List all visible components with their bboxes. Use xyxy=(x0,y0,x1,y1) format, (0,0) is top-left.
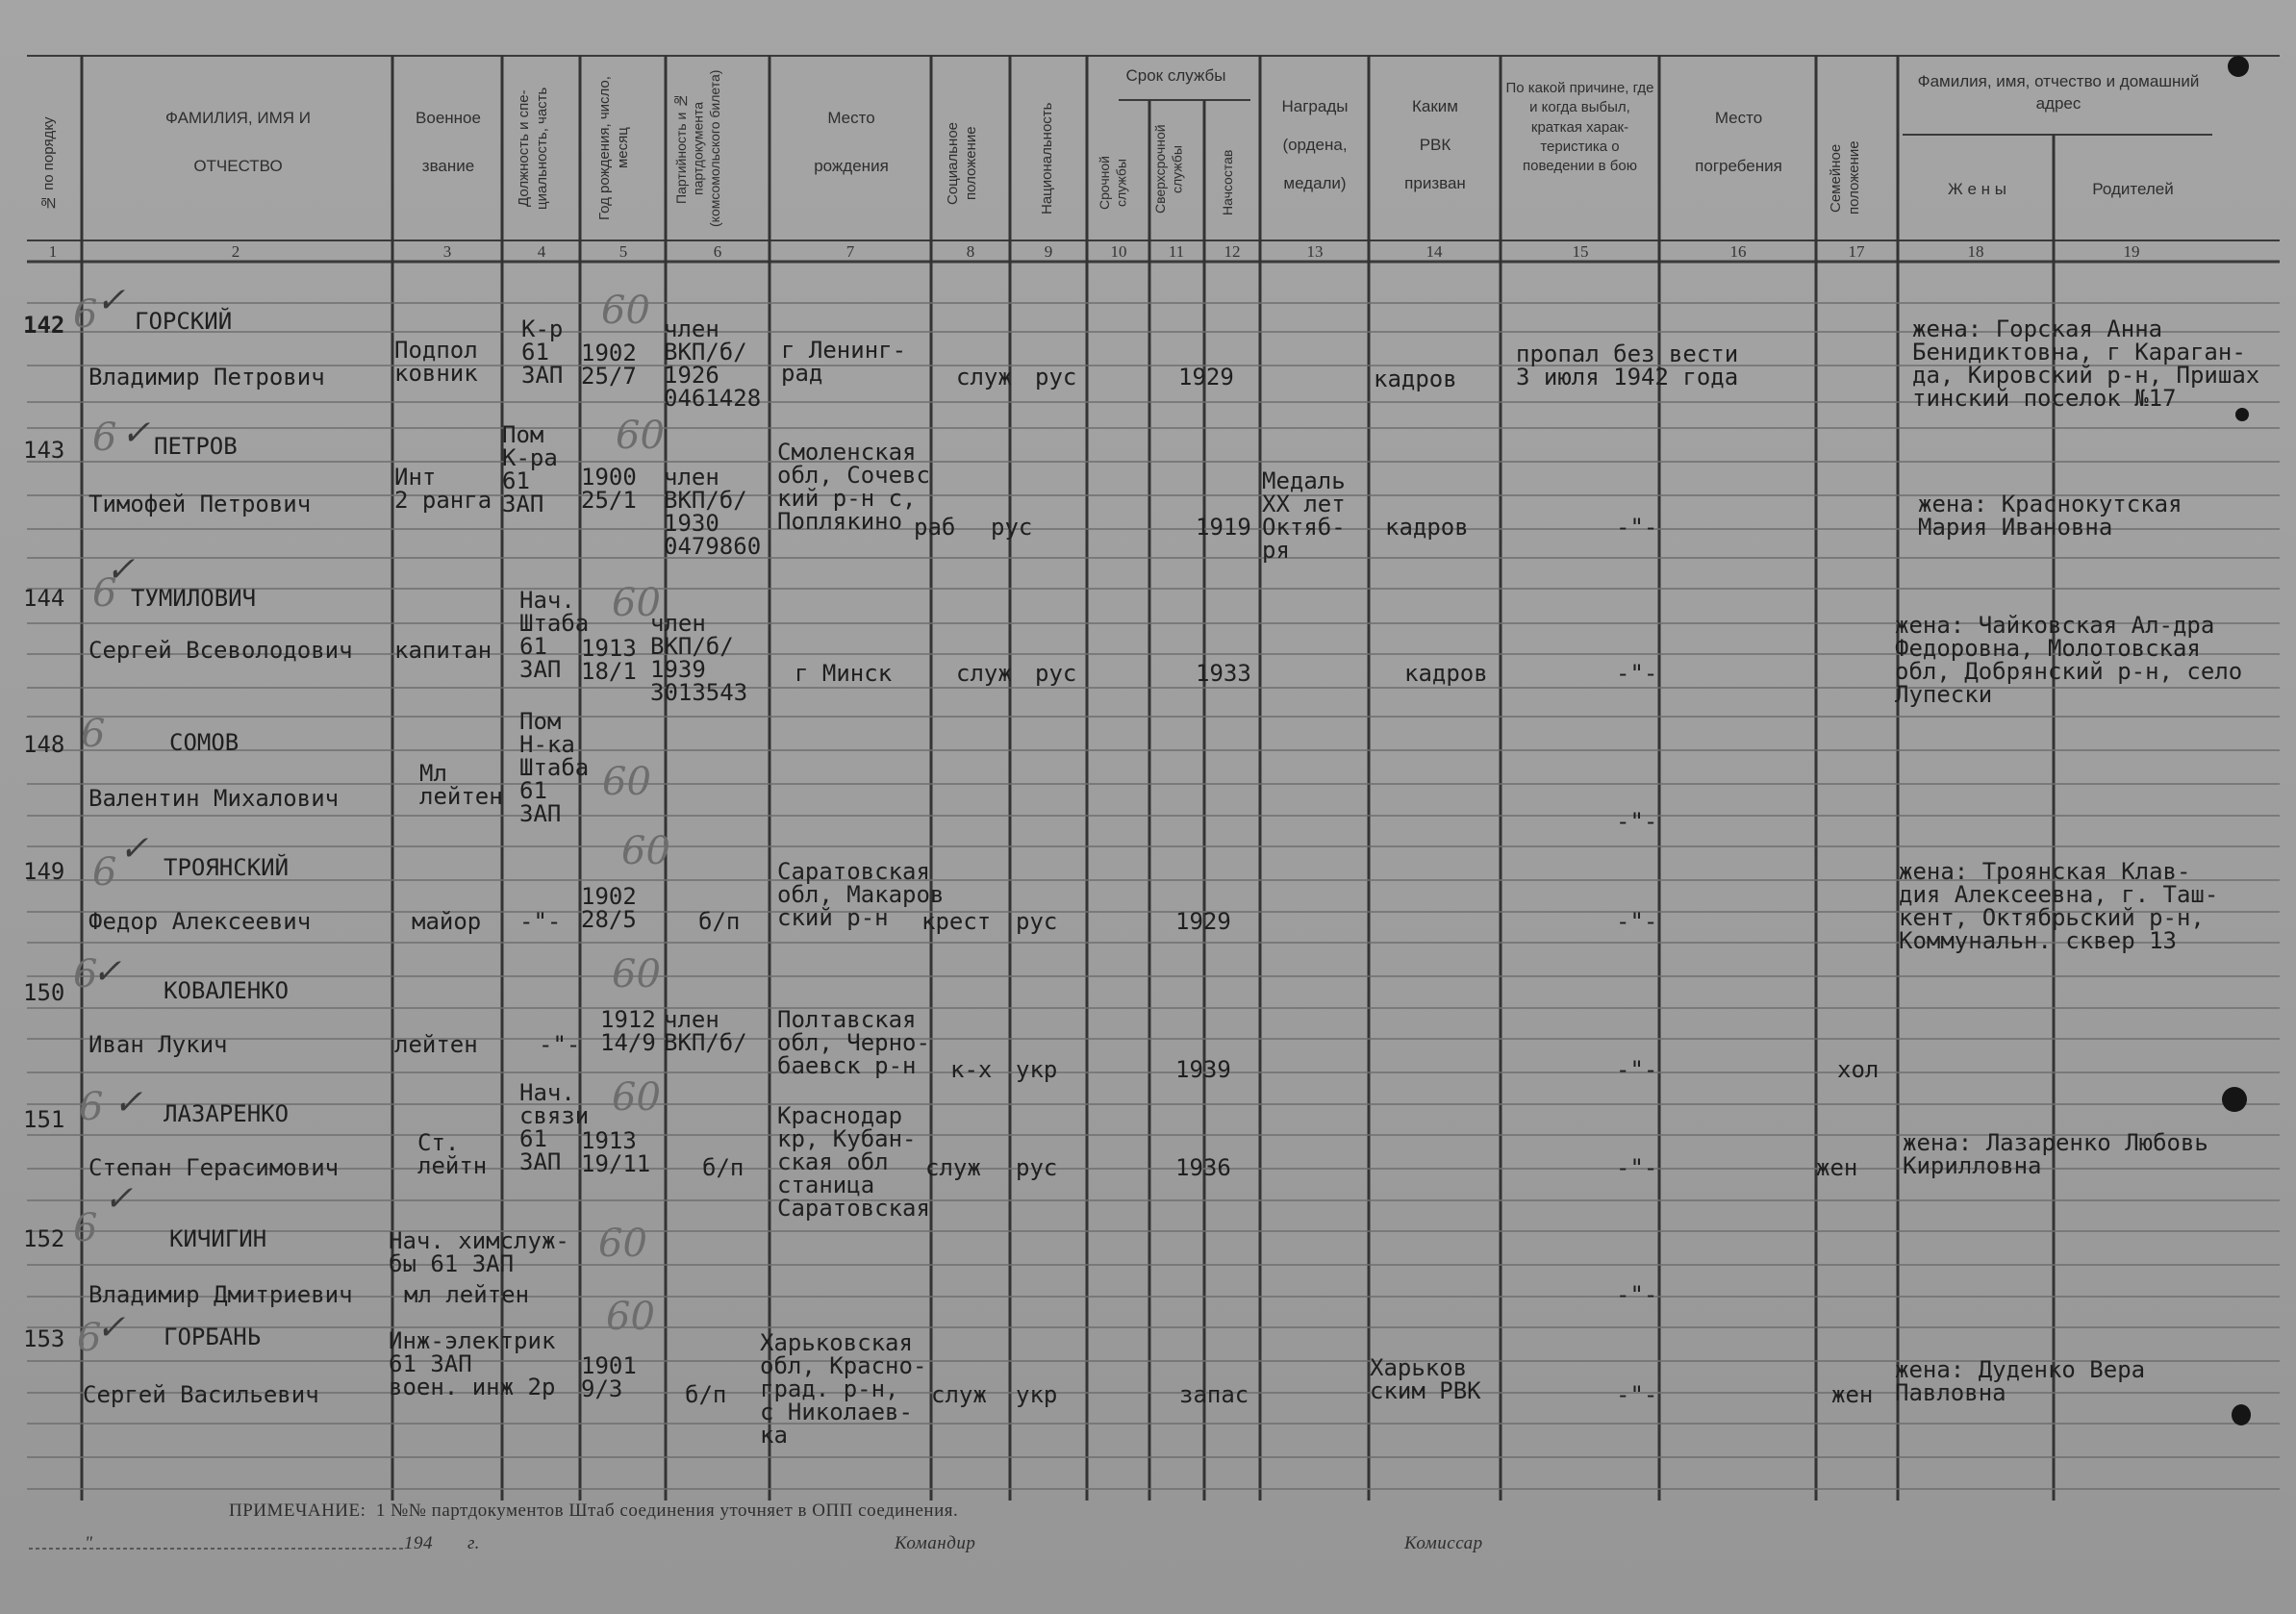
header-rvk-line2: РВК xyxy=(1419,136,1451,154)
birth-date: 1913 19/11 xyxy=(581,1127,651,1177)
check-mark-icon: ✓ xyxy=(92,952,122,992)
row-number: 152 xyxy=(23,1225,65,1252)
header-rank-line1: Военное xyxy=(416,109,481,127)
handwritten-mark: 6 xyxy=(77,1316,102,1360)
surname: ГОРБАНЬ xyxy=(164,1324,262,1350)
post: Нач. связи 61 ЗАП xyxy=(519,1079,590,1175)
nationality: рус xyxy=(991,514,1033,541)
header-rank-line2: звание xyxy=(421,157,475,175)
header-parents: Родителей xyxy=(2092,180,2174,198)
nationality: рус xyxy=(1035,660,1077,687)
family-status: хол xyxy=(1837,1056,1880,1083)
header-name-line1: ФАМИЛИЯ, ИМЯ И xyxy=(165,109,311,127)
rank: лейтен xyxy=(394,1031,478,1058)
header-social: Социальное положение xyxy=(945,121,979,206)
family-status: жен xyxy=(1831,1381,1874,1408)
nationality: укр xyxy=(1016,1056,1058,1083)
row-number: 144 xyxy=(23,585,65,612)
header-party: Партийность и № партдокумента (комсомольского билета) xyxy=(673,69,722,227)
post: Нач. химслуж- бы 61 ЗАП xyxy=(389,1227,569,1277)
rvk: кадров xyxy=(1374,366,1457,392)
rank: Инт 2 ранга xyxy=(394,464,492,514)
given-names: Федор Алексеевич xyxy=(88,908,312,935)
given-names: Валентин Михалович xyxy=(88,785,340,812)
footer-commissar: Комиссар xyxy=(1404,1533,1483,1553)
handwritten-number: 60 xyxy=(606,1295,655,1339)
birthplace: Смоленская обл, Сочевс кий р-н с, Поплякино xyxy=(777,439,930,535)
given-names: Сергей Всеволодович xyxy=(88,637,353,664)
header-rvk-line1: Каким xyxy=(1412,97,1458,115)
handwritten-number: 60 xyxy=(612,581,661,625)
birthplace: Саратовская обл, Макаров ский р-н xyxy=(777,858,945,931)
surname: КОВАЛЕНКО xyxy=(164,977,290,1004)
col-num-2: 2 xyxy=(231,242,240,261)
rank: майор xyxy=(412,908,482,935)
given-names: Владимир Петрович xyxy=(88,364,325,391)
footer-note: ПРИМЕЧАНИЕ: 1 №№ партдокументов Штаб соединения уточняет в ОПП соединения. xyxy=(229,1501,959,1521)
fate: -"- xyxy=(1616,514,1658,541)
officer-year: запас xyxy=(1179,1381,1249,1408)
row-number: 148 xyxy=(23,731,65,758)
wife-info: жена: Горская Анна Бенидиктовна, г Караган- да, Кировский р-н, Пришах тинский поселок №17 xyxy=(1912,315,2260,412)
col-num-16: 16 xyxy=(1729,242,1747,261)
fate: -"- xyxy=(1616,1381,1658,1408)
handwritten-number: 60 xyxy=(602,760,651,804)
header-awards-line1: Награды xyxy=(1281,97,1349,115)
header-birthplace-line1: Место xyxy=(827,109,875,127)
party: б/п xyxy=(685,1381,727,1408)
officer-year: 1933 xyxy=(1196,660,1251,687)
header-wife: Ж е н ы xyxy=(1948,180,2006,198)
check-mark-icon: ✓ xyxy=(121,414,151,453)
wife-info: жена: Дуденко Вера Павловна xyxy=(1895,1356,2146,1406)
rank: Инж-электрик 61 ЗАП воен. инж 2р xyxy=(389,1327,556,1400)
header-birth: Год рождения, число, месяц xyxy=(596,76,631,220)
header-fate: По какой причине, где и когда выбыл, краткая харак- теристика о поведении в бою xyxy=(1505,80,1654,174)
footer-date-quote: " xyxy=(85,1533,93,1553)
party: член ВКП/б/ 1926 0461428 xyxy=(664,315,762,412)
header-name-line2: ОТЧЕСТВО xyxy=(193,157,283,175)
given-names: Тимофей Петрович xyxy=(88,491,312,517)
check-mark-icon: ✓ xyxy=(114,1083,143,1122)
surname: ТРОЯНСКИЙ xyxy=(164,854,290,881)
header-birthplace-line2: рождения xyxy=(814,157,889,175)
ink-blot xyxy=(2235,408,2249,421)
birthplace: г Минск xyxy=(795,660,893,687)
col-num-9: 9 xyxy=(1044,242,1053,261)
officer-year: 1936 xyxy=(1175,1154,1231,1181)
col-num-13: 13 xyxy=(1306,242,1324,261)
handwritten-number: 60 xyxy=(612,1075,661,1120)
col-num-10: 10 xyxy=(1110,242,1127,261)
wife-info: жена: Лазаренко Любовь Кирилловна xyxy=(1903,1129,2208,1179)
row-number: 151 xyxy=(23,1106,65,1133)
header-awards-line2: (ордена, xyxy=(1282,136,1348,154)
birthplace: Харьковская обл, Красно- град. р-н, с Николаев- ка xyxy=(760,1329,927,1449)
surname: ТУМИЛОВИЧ xyxy=(131,585,257,612)
check-mark-icon: ✓ xyxy=(106,550,136,590)
footer-year: 194 xyxy=(404,1533,433,1553)
fate: -"- xyxy=(1616,1056,1658,1083)
post: -"- xyxy=(519,908,562,935)
award: Медаль ХХ лет Октяб- ря xyxy=(1262,467,1346,564)
row-number: 150 xyxy=(23,979,65,1006)
post: Нач. Штаба 61 ЗАП xyxy=(519,587,590,683)
post: Пом К-ра 61 ЗАП xyxy=(502,421,558,517)
row-number: 153 xyxy=(23,1325,65,1352)
header-rvk-line3: призван xyxy=(1404,174,1466,192)
party: член ВКП/б/ 1939 3013543 xyxy=(650,610,748,706)
ink-blot xyxy=(2228,56,2249,77)
col-num-4: 4 xyxy=(537,242,546,261)
footer-g: г. xyxy=(467,1533,480,1553)
handwritten-mark: 6 xyxy=(73,1206,98,1250)
wife-info: жена: Троянская Клав- дия Алексеевна, г. Таш- кент, Октябрьский р-н, Коммунальн. сквер 13 xyxy=(1899,858,2219,954)
handwritten-number: 60 xyxy=(598,1222,647,1266)
col-num-8: 8 xyxy=(966,242,975,261)
col-num-7: 7 xyxy=(845,242,855,261)
social-status: к-х xyxy=(950,1056,993,1083)
header-extended-service: Сверхсрочной службы xyxy=(1152,124,1185,214)
birth-date: 1901 9/3 xyxy=(581,1352,637,1402)
col-num-15: 15 xyxy=(1572,242,1589,261)
party: член ВКП/б/ xyxy=(664,1006,747,1056)
fate: пропал без вести 3 июля 1942 года xyxy=(1516,340,1739,391)
birth-date: 1902 25/7 xyxy=(581,340,637,390)
handwritten-number: 60 xyxy=(616,414,665,458)
row-number: 142 xyxy=(23,312,65,339)
fate: -"- xyxy=(1616,808,1658,835)
col-num-11: 11 xyxy=(1168,242,1185,261)
officer-year: 1919 xyxy=(1196,514,1251,541)
rank: Мл лейтен xyxy=(419,760,503,810)
surname: ГОРСКИЙ xyxy=(135,308,233,335)
surname: СОМОВ xyxy=(169,729,240,756)
birth-date: 1913 18/1 xyxy=(581,635,637,685)
fate: -"- xyxy=(1616,1154,1658,1181)
rvk: кадров xyxy=(1404,660,1488,687)
footer-commander: Командир xyxy=(895,1533,976,1553)
social-status: служ xyxy=(956,660,1012,687)
col-num-18: 18 xyxy=(1967,242,1984,261)
rank: мл лейтен xyxy=(404,1281,530,1308)
wife-info: жена: Чайковская Ал-дра Федоровна, Молотовская обл, Добрянский р-н, село Лупески xyxy=(1895,612,2243,708)
nationality: укр xyxy=(1016,1381,1058,1408)
rank: Ст. лейтн xyxy=(417,1129,488,1179)
officer-year: 1929 xyxy=(1175,908,1231,935)
wife-info: жена: Краснокутская Мария Ивановна xyxy=(1918,491,2182,541)
post: Пом Н-ка Штаба 61 ЗАП xyxy=(519,708,590,827)
birthplace: Краснодар кр, Кубан- ская обл станица Саратовская xyxy=(777,1102,930,1222)
family-status: жен xyxy=(1816,1154,1858,1181)
handwritten-mark: 6 xyxy=(92,571,117,616)
row-number: 149 xyxy=(23,858,65,885)
surname: ЛАЗАРЕНКО xyxy=(164,1100,290,1127)
col-num-1: 1 xyxy=(48,242,58,261)
handwritten-mark: 6 xyxy=(81,712,106,756)
col-num-3: 3 xyxy=(442,242,452,261)
check-mark-icon: ✓ xyxy=(96,281,126,320)
nationality: рус xyxy=(1016,908,1058,935)
surname: КИЧИГИН xyxy=(169,1225,267,1252)
col-num-17: 17 xyxy=(1848,242,1865,261)
header-nationality: Национальность xyxy=(1039,102,1055,215)
header-officers: Начсостав xyxy=(1220,149,1235,216)
header-col-number: № по порядку xyxy=(40,116,57,211)
handwritten-mark: 6 xyxy=(92,416,117,460)
header-awards-line3: медали) xyxy=(1283,174,1347,192)
surname: ПЕТРОВ xyxy=(154,433,238,460)
header-regular-service: Срочной службы xyxy=(1097,156,1129,211)
header-burial-line2: погребения xyxy=(1695,157,1782,175)
birth-date: 1900 25/1 xyxy=(581,464,637,514)
col-num-14: 14 xyxy=(1426,242,1443,261)
row-number: 143 xyxy=(23,437,65,464)
rank: капитан xyxy=(394,637,492,664)
birth-date: 1912 14/9 xyxy=(600,1006,656,1056)
col-num-5: 5 xyxy=(618,242,628,261)
post: К-р 61 ЗАП xyxy=(521,315,564,389)
ink-blot xyxy=(2232,1404,2251,1425)
col-num-19: 19 xyxy=(2123,242,2140,261)
officer-year: 1939 xyxy=(1175,1056,1231,1083)
fate: -"- xyxy=(1616,1281,1658,1308)
birthplace: г Ленинг- рад xyxy=(781,337,907,387)
social-status: служ xyxy=(925,1154,981,1181)
given-names: Степан Герасимович xyxy=(88,1154,340,1181)
party: б/п xyxy=(698,908,741,935)
party: б/п xyxy=(702,1154,744,1181)
nationality: рус xyxy=(1016,1154,1058,1181)
birth-date: 1902 28/5 xyxy=(581,883,637,933)
handwritten-number: 60 xyxy=(601,289,650,333)
rvk: Харьков ским РВК xyxy=(1370,1354,1481,1404)
social-status: раб xyxy=(914,514,956,541)
header-address: Фамилия, имя, отчество и домашний адрес xyxy=(1917,72,2200,113)
post: -"- xyxy=(539,1031,581,1058)
rank: Подпол ковник xyxy=(394,337,478,387)
rvk: кадров xyxy=(1385,514,1469,541)
social-status: служ xyxy=(931,1381,987,1408)
handwritten-number: 60 xyxy=(621,829,670,873)
nationality: рус xyxy=(1035,364,1077,391)
given-names: Иван Лукич xyxy=(88,1031,228,1058)
given-names: Сергей Васильевич xyxy=(83,1381,319,1408)
social-status: служ xyxy=(956,364,1012,391)
fate: -"- xyxy=(1616,660,1658,687)
header-post: Должность и спе- циальность, часть xyxy=(516,87,550,210)
header-service-term: Срок службы xyxy=(1125,66,1226,85)
handwritten-mark: 6 xyxy=(73,952,98,996)
col-num-12: 12 xyxy=(1224,242,1241,261)
handwritten-mark: 6 xyxy=(73,292,98,337)
given-names: Владимир Дмитриевич xyxy=(88,1281,353,1308)
check-mark-icon: ✓ xyxy=(104,1179,134,1219)
header-family: Семейное положение xyxy=(1828,140,1862,215)
check-mark-icon: ✓ xyxy=(96,1308,126,1348)
ink-blot xyxy=(2222,1087,2247,1112)
handwritten-mark: 6 xyxy=(92,850,117,895)
officer-year: 1929 xyxy=(1178,364,1234,391)
handwritten-number: 60 xyxy=(612,952,661,996)
fate: -"- xyxy=(1616,908,1658,935)
birthplace: Полтавская обл, Черно- баевск р-н xyxy=(777,1006,930,1079)
handwritten-mark: 6 xyxy=(79,1085,104,1129)
check-mark-icon: ✓ xyxy=(119,829,149,869)
col-num-6: 6 xyxy=(713,242,722,261)
header-burial-line1: Место xyxy=(1714,109,1763,127)
party: член ВКП/б/ 1930 0479860 xyxy=(664,464,762,560)
social-status: крест xyxy=(921,908,992,935)
